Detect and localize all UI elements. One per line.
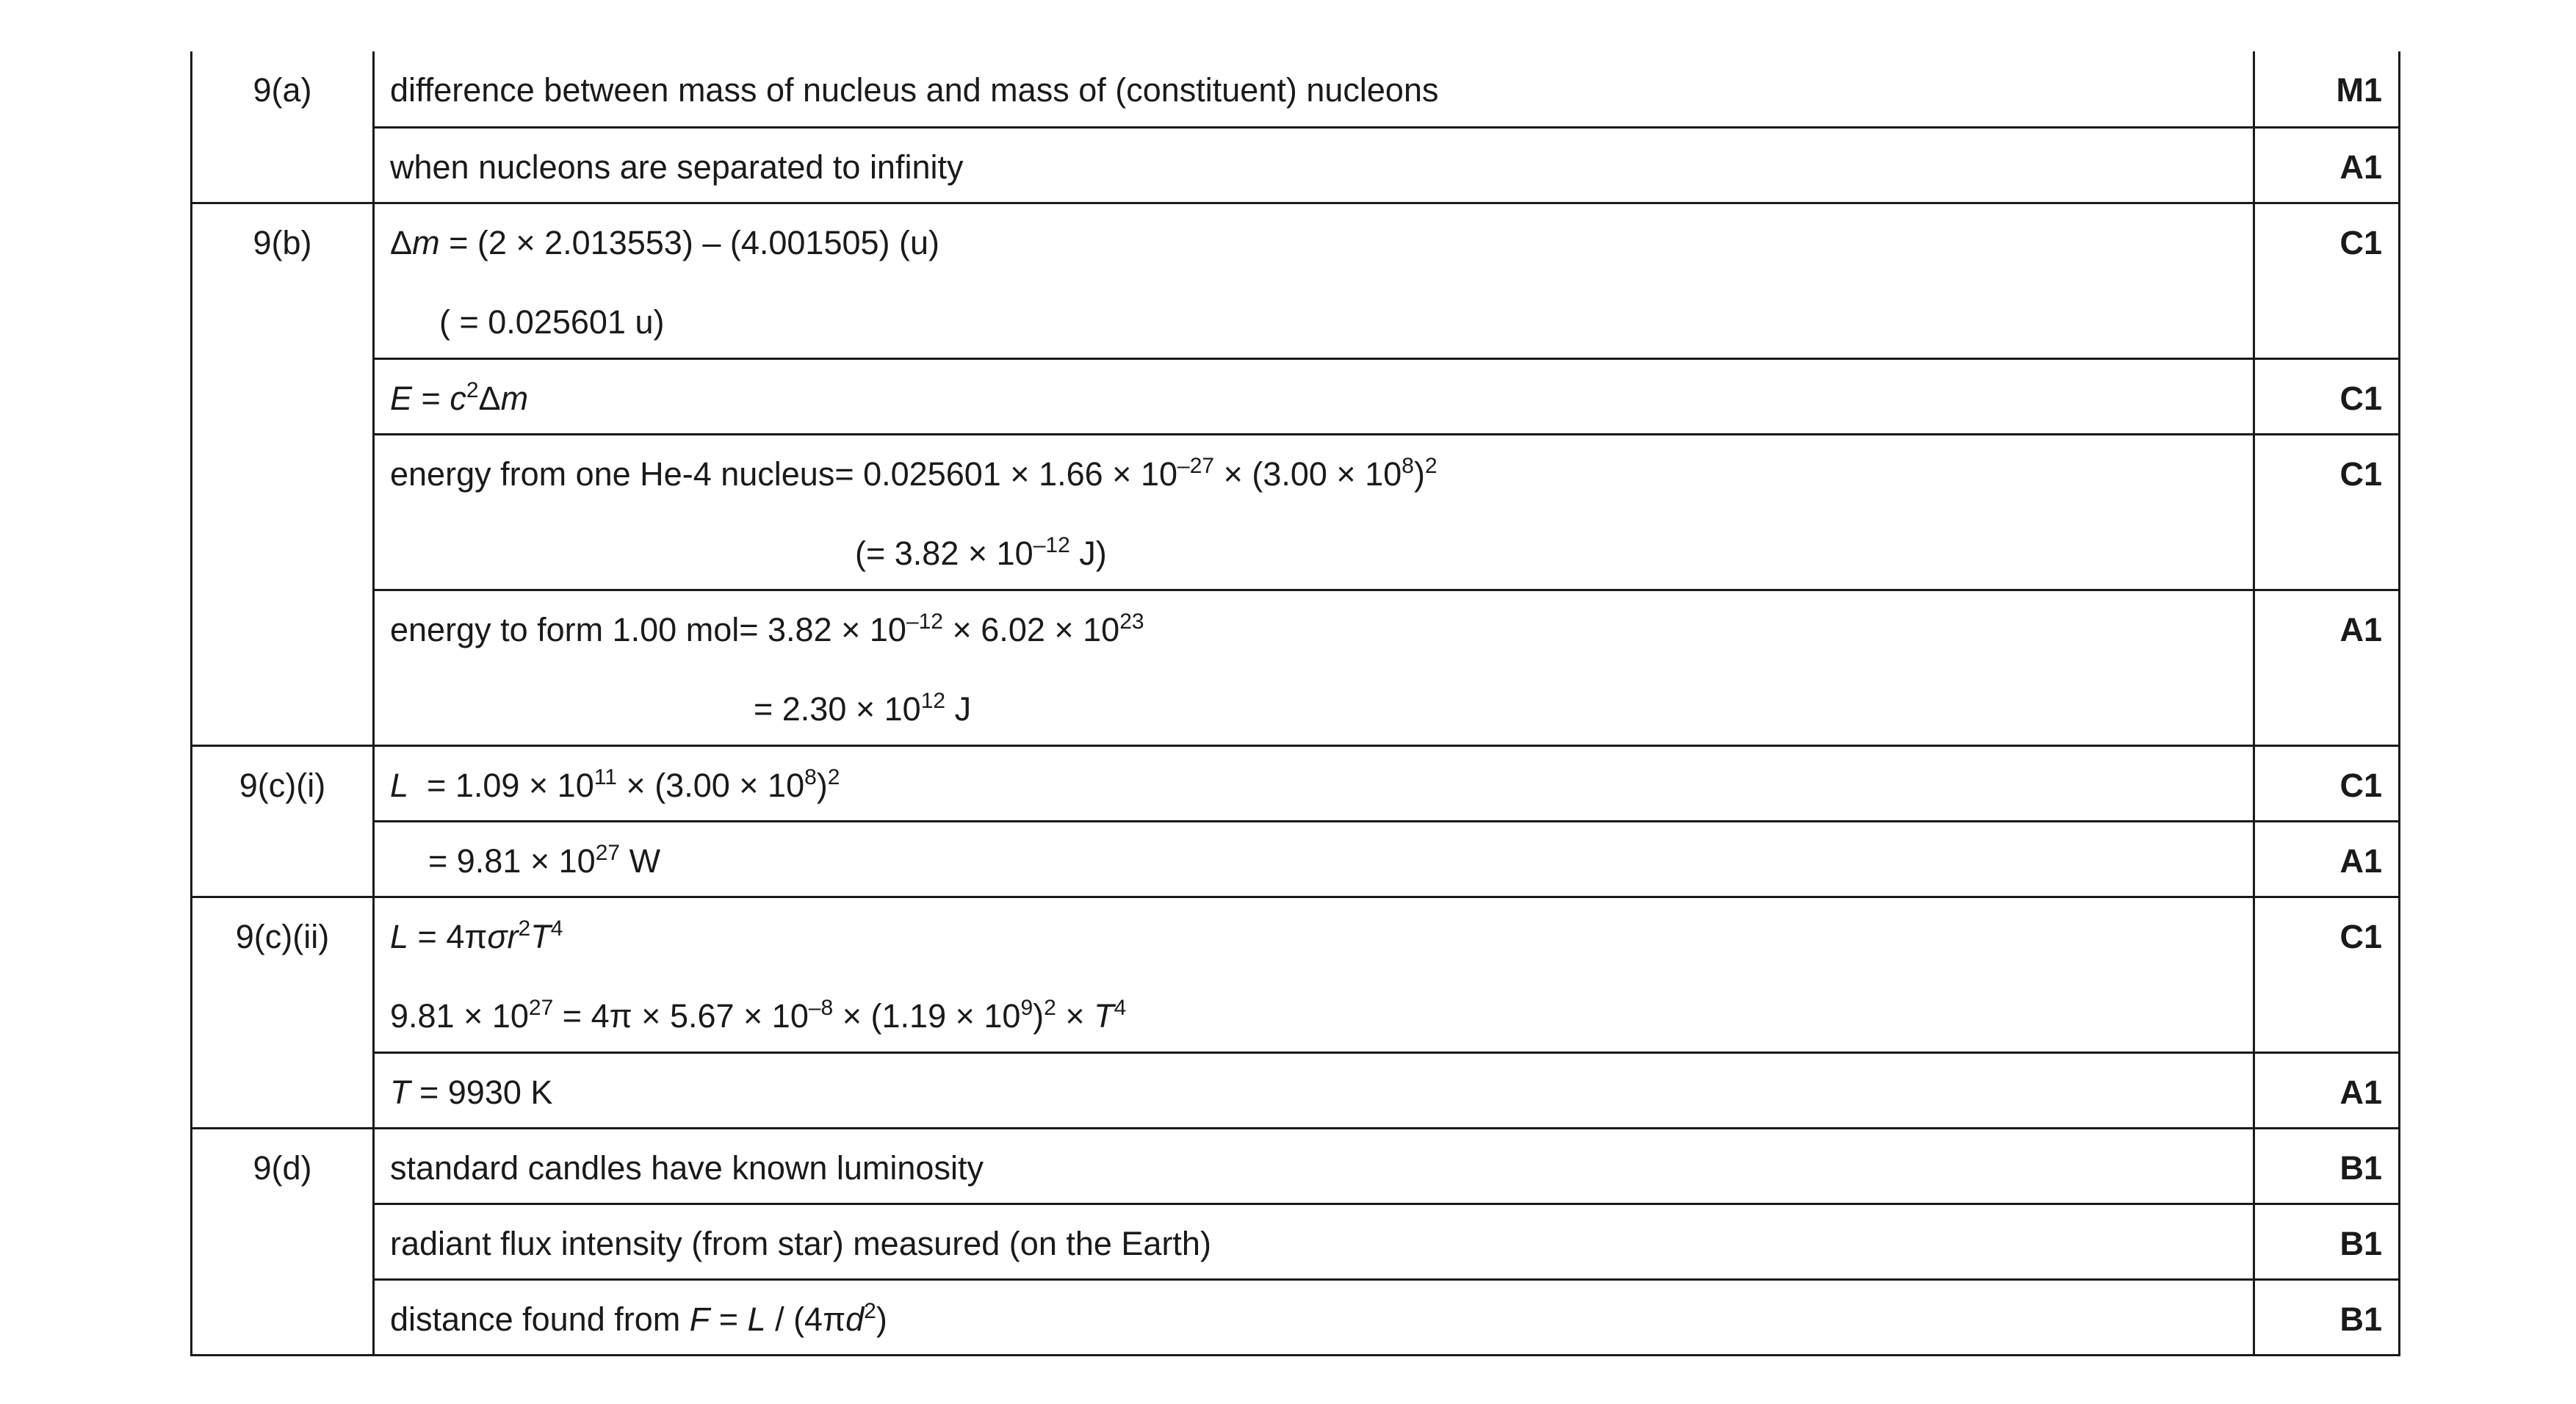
answer-line bbox=[390, 225, 2253, 261]
answer-text: standard candles have known luminosity bbox=[390, 1148, 984, 1187]
mark-cell: A1 bbox=[2254, 127, 2400, 203]
superscript: 8 bbox=[1401, 453, 1414, 478]
answer-cell bbox=[374, 1052, 2254, 1128]
equation-text: × 6.02 × 10 bbox=[943, 610, 1120, 648]
superscript: 27 bbox=[595, 840, 621, 865]
superscript: 2 bbox=[827, 764, 840, 789]
superscript: –8 bbox=[808, 995, 834, 1020]
question-number: 9(c)(i) bbox=[192, 745, 374, 897]
equation-text: = 4 bbox=[408, 917, 465, 955]
pi-symbol: π bbox=[464, 917, 488, 955]
equation-text: × (1.19 × 10 bbox=[833, 996, 1021, 1035]
mark-cell: C1 bbox=[2254, 203, 2400, 358]
symbol-c: c bbox=[450, 379, 466, 417]
symbol-L: L bbox=[747, 1300, 766, 1338]
superscript: 2 bbox=[518, 916, 531, 941]
superscript: 27 bbox=[528, 995, 554, 1020]
mark-cell: C1 bbox=[2254, 745, 2400, 821]
superscript: 2 bbox=[1424, 453, 1437, 478]
symbol-d: d bbox=[845, 1300, 865, 1338]
mark-cell: C1 bbox=[2254, 358, 2400, 434]
answer-cell bbox=[374, 127, 2254, 203]
equation-text: distance found from bbox=[390, 1300, 690, 1338]
table-row bbox=[192, 203, 2400, 358]
symbol-L: L bbox=[390, 917, 409, 955]
delta-symbol: Δ bbox=[390, 223, 413, 261]
table-row bbox=[192, 1052, 2400, 1128]
answer-line: ( = 0.025601 u) bbox=[439, 303, 665, 341]
mark-cell: C1 bbox=[2254, 897, 2400, 1052]
equation-text: × (3.00 × 10 bbox=[616, 766, 805, 804]
table-row bbox=[192, 897, 2400, 1052]
table-row bbox=[192, 1279, 2400, 1355]
question-number: 9(b) bbox=[192, 203, 374, 745]
equation-text: J) bbox=[1069, 534, 1107, 572]
delta-symbol: Δ bbox=[478, 379, 501, 417]
superscript: 23 bbox=[1119, 609, 1144, 634]
answer-line bbox=[390, 453, 2253, 493]
answer-line bbox=[390, 916, 2253, 955]
answer-line bbox=[390, 688, 2253, 728]
equation-text: ) bbox=[816, 766, 828, 804]
symbol-L: L bbox=[390, 766, 409, 804]
table-row bbox=[192, 51, 2400, 127]
superscript: –12 bbox=[906, 609, 943, 634]
sigma-symbol: σ bbox=[487, 917, 508, 955]
answer-line bbox=[390, 609, 2253, 648]
equation-text: 9.81 × 10 bbox=[390, 996, 529, 1035]
answer-line bbox=[390, 764, 2253, 804]
equation-text: (= 3.82 × 10 bbox=[855, 534, 1033, 572]
answer-cell bbox=[374, 358, 2254, 434]
answer-cell bbox=[374, 1204, 2254, 1279]
equation-text: = 4π × 5.67 × 10 bbox=[553, 996, 809, 1035]
answer-cell bbox=[374, 1128, 2254, 1204]
symbol-F: F bbox=[689, 1300, 710, 1338]
superscript: 9 bbox=[1020, 995, 1033, 1020]
equation-text: J bbox=[945, 690, 972, 728]
mark-cell: B1 bbox=[2254, 1279, 2400, 1355]
table-row bbox=[192, 590, 2400, 745]
symbol-T: T bbox=[390, 1073, 411, 1111]
superscript: 8 bbox=[804, 764, 817, 789]
answer-line bbox=[390, 995, 2253, 1035]
equation-text: = 2.30 × 10 bbox=[754, 690, 921, 728]
answer-line bbox=[390, 1074, 2253, 1111]
answer-text: difference between mass of nucleus and mass of (constituent) nucleons bbox=[390, 71, 1439, 109]
symbol-T: T bbox=[1094, 996, 1114, 1035]
answer-cell bbox=[374, 897, 2254, 1052]
equation-text: = 9.81 × 10 bbox=[428, 842, 596, 880]
superscript: –27 bbox=[1177, 453, 1215, 478]
equation-text: = 1.09 × 10 bbox=[408, 766, 594, 804]
mark-cell: B1 bbox=[2254, 1204, 2400, 1279]
symbol-m: m bbox=[412, 223, 440, 261]
mark-cell: A1 bbox=[2254, 821, 2400, 897]
equation-text: ) bbox=[1413, 455, 1425, 493]
table-row bbox=[192, 127, 2400, 203]
question-number: 9(c)(ii) bbox=[192, 897, 374, 1128]
symbol-r: r bbox=[507, 917, 519, 955]
equation-text: energy from one He-4 nucleus= 0.025601 × 1.66 × 10 bbox=[390, 455, 1178, 493]
question-number: 9(d) bbox=[192, 1128, 374, 1355]
answer-cell bbox=[374, 821, 2254, 897]
equation-text: = 9930 K bbox=[410, 1073, 553, 1111]
table-row bbox=[192, 1128, 2400, 1204]
symbol-E: E bbox=[390, 379, 413, 417]
answer-cell bbox=[374, 51, 2254, 127]
superscript: 11 bbox=[594, 764, 617, 789]
superscript: 2 bbox=[466, 377, 479, 402]
answer-cell bbox=[374, 1279, 2254, 1355]
table-row bbox=[192, 745, 2400, 821]
unit-text: W bbox=[620, 842, 661, 880]
answer-cell bbox=[374, 745, 2254, 821]
table-row bbox=[192, 821, 2400, 897]
mark-cell: A1 bbox=[2254, 590, 2400, 745]
table-row bbox=[192, 358, 2400, 434]
answer-text: radiant flux intensity (from star) measured (on the Earth) bbox=[390, 1224, 1211, 1262]
answer-cell bbox=[374, 434, 2254, 590]
equation-text: ) bbox=[1033, 996, 1045, 1035]
answer-line bbox=[390, 532, 2253, 572]
table-row bbox=[192, 434, 2400, 590]
mark-scheme-table bbox=[190, 51, 2400, 1356]
equals-sign: = bbox=[412, 379, 450, 417]
table-row bbox=[192, 1204, 2400, 1279]
equation-text: energy to form 1.00 mol= 3.82 × 10 bbox=[390, 610, 906, 648]
symbol-m: m bbox=[500, 379, 529, 417]
answer-cell bbox=[374, 203, 2254, 358]
equation-text: = (2 × 2.013553) – (4.001505) (u) bbox=[439, 223, 940, 261]
answer-cell bbox=[374, 590, 2254, 745]
superscript: 4 bbox=[550, 916, 563, 941]
mark-cell: B1 bbox=[2254, 1128, 2400, 1204]
mark-cell: C1 bbox=[2254, 434, 2400, 590]
answer-text: when nucleons are separated to infinity bbox=[390, 148, 964, 186]
answer-line bbox=[390, 1298, 2253, 1338]
answer-line bbox=[390, 377, 2253, 417]
symbol-T: T bbox=[530, 917, 551, 955]
equation-text: / (4π bbox=[765, 1300, 846, 1338]
equation-text: ) bbox=[876, 1300, 887, 1338]
superscript: 4 bbox=[1114, 995, 1127, 1020]
question-number: 9(a) bbox=[192, 51, 374, 203]
superscript: 2 bbox=[864, 1298, 876, 1323]
equation-text: = bbox=[710, 1300, 748, 1338]
equation-text: × bbox=[1056, 996, 1094, 1035]
answer-line bbox=[390, 840, 2253, 880]
superscript: –12 bbox=[1033, 532, 1070, 557]
superscript: 2 bbox=[1044, 995, 1056, 1020]
superscript: 12 bbox=[920, 688, 946, 713]
mark-cell: M1 bbox=[2254, 51, 2400, 127]
mark-cell: A1 bbox=[2254, 1052, 2400, 1128]
equation-text: × (3.00 × 10 bbox=[1214, 455, 1402, 493]
